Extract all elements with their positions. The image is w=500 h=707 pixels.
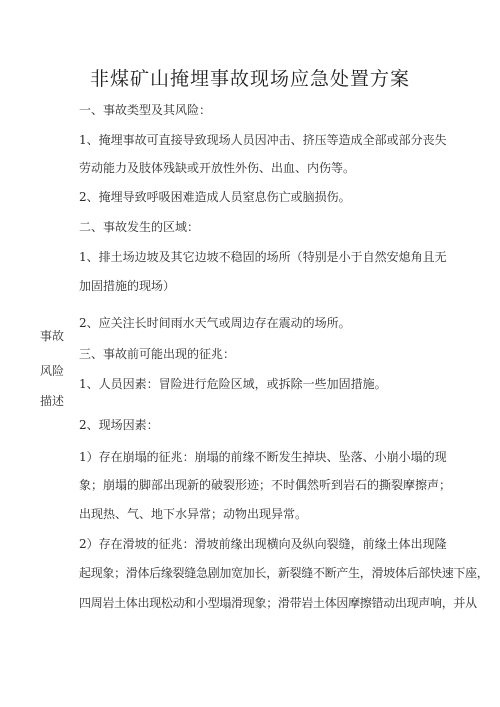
- paragraph-line: 2）存在滑坡的征兆：滑坡前缘出现横向及纵向裂缝，前缘土体出现隆: [79, 537, 447, 551]
- paragraph-line: 加固措施的现场）: [79, 279, 176, 293]
- side-label-line-2: 风险: [40, 364, 65, 378]
- section-heading-warning-signs: 三、事故前可能出现的征兆：: [79, 347, 236, 361]
- document-title: 非煤矿山掩埋事故现场应急处置方案: [89, 68, 410, 90]
- side-label-line-1: 事故: [40, 329, 65, 343]
- paragraph-line: 1、掩埋事故可直接导致现场人员因冲击、挤压等造成全部或部分丧失: [79, 133, 447, 147]
- paragraph-line: 1、人员因素：冒险进行危险区域，或拆除一些加固措施。: [79, 377, 387, 391]
- paragraph-line: 1）存在崩塌的征兆：崩塌的前缘不断发生掉块、坠落、小崩小塌的现: [79, 450, 447, 464]
- side-label-line-3: 描述: [40, 394, 65, 408]
- section-heading-accident-type: 一、事故类型及其风险：: [79, 103, 212, 117]
- paragraph-line: 四周岩土体出现松动和小型塌滑现象；滑带岩土体因摩擦错动出现声响，并从: [79, 596, 477, 610]
- paragraph-line: 2、掩埋导致呼吸困难造成人员窒息伤亡或脑损伤。: [79, 190, 351, 204]
- paragraph-line: 象；崩塌的脚部出现新的破裂形迹；不时偶然听到岩石的撕裂摩擦声；: [79, 478, 452, 492]
- paragraph-line: 起现象；滑体后缘裂缝急剧加宽加长，新裂缝不断产生，滑坡体后部快速下座，: [79, 566, 489, 580]
- paragraph-line: 2、应关注长时间雨水天气或周边存在震动的场所。: [79, 316, 351, 330]
- paragraph-line: 劳动能力及肢体残缺或开放性外伤、出血、内伤等。: [79, 161, 356, 175]
- paragraph-line: 出现热、气、地下水异常；动物出现异常。: [79, 507, 308, 521]
- paragraph-line: 2、现场因素：: [79, 418, 159, 432]
- section-heading-accident-area: 二、事故发生的区域：: [79, 220, 200, 234]
- paragraph-line: 1、排土场边坡及其它边坡不稳固的场所（特别是小于自然安熄角且无: [79, 250, 447, 264]
